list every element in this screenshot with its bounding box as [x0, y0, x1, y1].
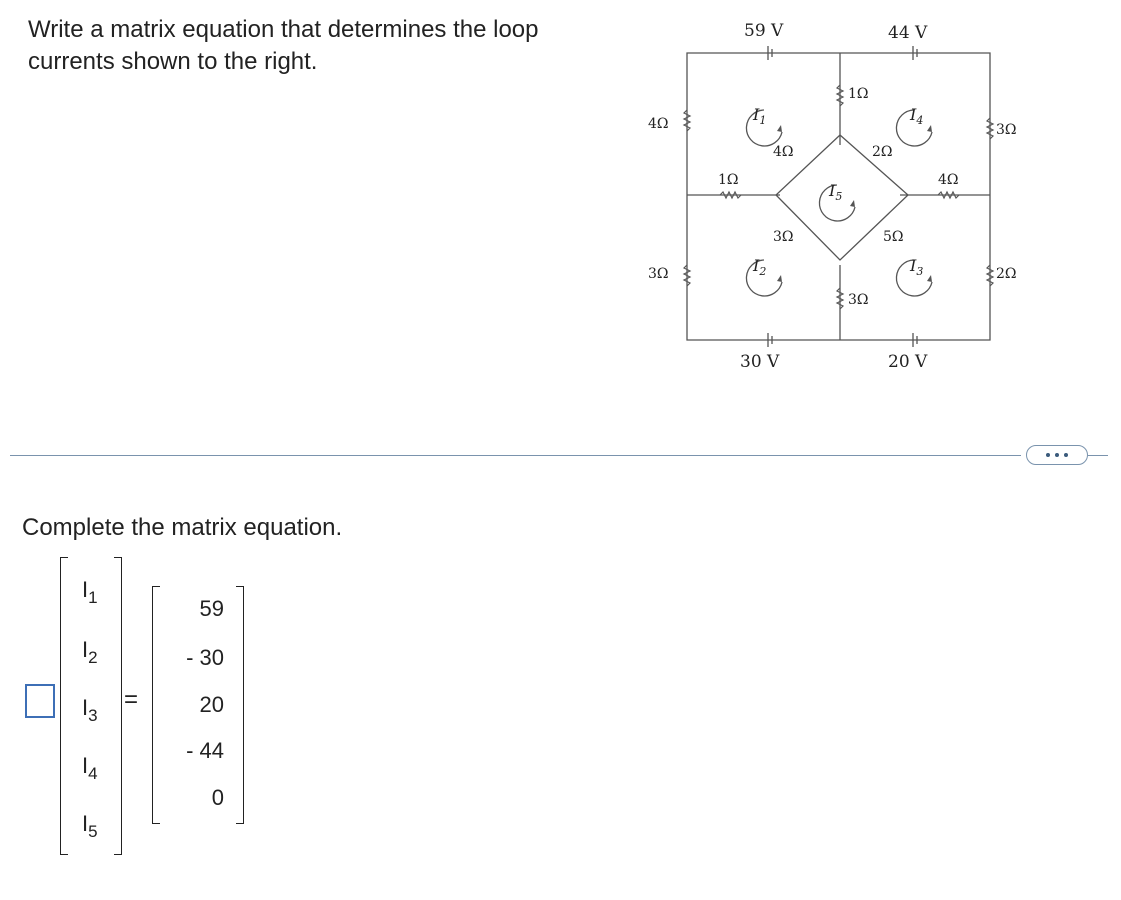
- problem-prompt: Write a matrix equation that determines the loop currents shown to the right.: [28, 16, 539, 75]
- instruction-text: Complete the matrix equation.: [22, 514, 343, 541]
- more-options-button[interactable]: [1026, 445, 1088, 465]
- resistor-label: 5Ω: [883, 229, 904, 245]
- source-label-44v: 44 V: [888, 23, 928, 43]
- resistor-label: 3Ω: [848, 292, 869, 308]
- unknown-i1: $I_1$: [82, 577, 98, 607]
- loop-label-i4: $I_4$: [910, 105, 924, 127]
- source-label-20v: 20 V: [888, 352, 928, 372]
- resistor-label: 4Ω: [773, 144, 794, 160]
- resistor-label: 1Ω: [848, 86, 869, 102]
- section-divider: [10, 455, 1021, 456]
- resistor-label: 3Ω: [773, 229, 794, 245]
- constant-value: - 30: [186, 645, 224, 670]
- resistor-label: 3Ω: [996, 122, 1017, 138]
- unknown-i5: $I_5$: [82, 811, 98, 841]
- loop-label-i5: $I_5$: [829, 181, 843, 203]
- constant-value: 59: [199, 596, 224, 621]
- constant-value: - 44: [186, 738, 224, 763]
- constant-value: 0: [211, 785, 224, 810]
- loop-label-i2: $I_2$: [753, 256, 767, 278]
- equals-sign: =: [124, 686, 139, 713]
- loop-label-i3: $I_3$: [910, 256, 924, 278]
- right-bracket: [236, 586, 244, 824]
- unknown-i3: $I_3$: [82, 695, 98, 725]
- resistor-label: 2Ω: [996, 266, 1017, 282]
- source-label-59v: 59 V: [744, 21, 784, 41]
- resistor-label: 4Ω: [938, 172, 959, 188]
- resistor-label: 2Ω: [872, 144, 893, 160]
- unknown-i2: $I_2$: [82, 637, 98, 667]
- constant-value: 20: [199, 692, 224, 717]
- resistor-label: 1Ω: [718, 172, 739, 188]
- unknowns-vector: [60, 557, 122, 855]
- source-label-30v: 30 V: [740, 352, 780, 372]
- matrix-answer-input[interactable]: [25, 684, 55, 718]
- right-bracket: [114, 557, 122, 855]
- constants-vector: [152, 586, 244, 824]
- left-bracket: [60, 557, 68, 855]
- circuit-diagram: [640, 10, 1020, 380]
- resistor-label: 4Ω: [648, 116, 669, 132]
- section-divider-end: [1088, 455, 1108, 456]
- loop-label-i1: $I_1$: [753, 105, 767, 127]
- resistor-label: 3Ω: [648, 266, 669, 282]
- unknown-i4: $I_4$: [82, 753, 98, 783]
